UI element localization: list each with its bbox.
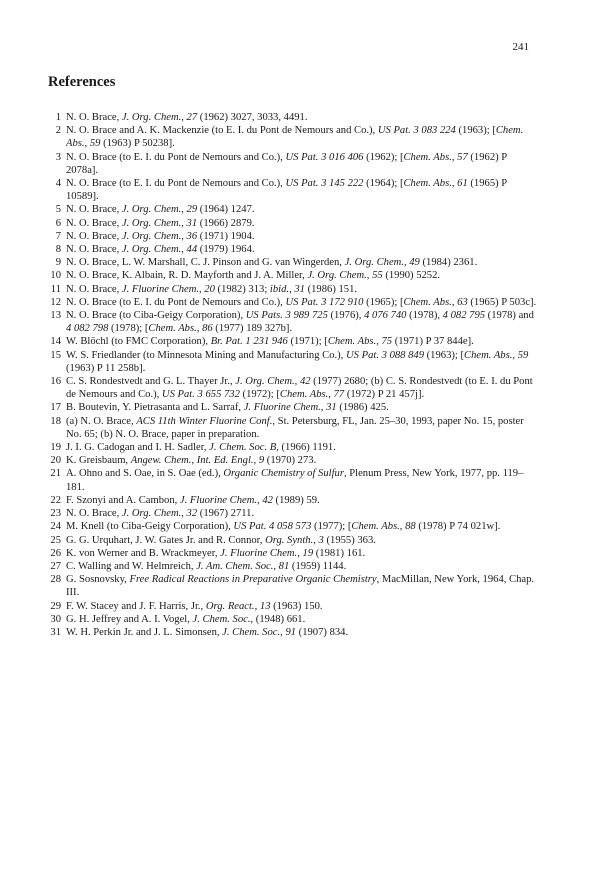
reference-number: 3	[55, 151, 61, 163]
reference-text: N. O. Brace and A. K. Mackenzie (to E. I. du Pont de Nemours and Co.), US Pat. 3 083 224 (1963); [Chem. Abs., 59 (1963) P 50238].	[66, 125, 524, 150]
reference-number: 19	[50, 442, 61, 454]
reference-item	[48, 441, 538, 454]
reference-text: N. O. Brace, J. Org. Chem., 27 (1962) 3027, 3033, 4491.	[66, 112, 308, 123]
reference-list	[48, 111, 538, 639]
reference-number: 14	[50, 336, 61, 348]
reference-number: 25	[50, 534, 61, 546]
reference-text: C. S. Rondestvedt and G. L. Thayer Jr., J. Org. Chem., 42 (1977) 2680; (b) C. S. Rondestvedt (to E. I. du Pont de Nemours and Co.), US Pat. 3 655 732 (1972); [Chem. Abs., 77 (1972) P 21 457j].	[66, 376, 533, 401]
reference-item	[48, 573, 538, 599]
reference-text: C. Walling and W. Helmreich, J. Am. Chem. Soc., 81 (1959) 1144.	[66, 560, 347, 572]
reference-text: M. Knell (to Ciba-Geigy Corporation), US Pat. 4 058 573 (1977); [Chem. Abs., 88 (1978) P 74 021w].	[66, 521, 501, 533]
reference-text: N. O. Brace, J. Org. Chem., 31 (1966) 2879.	[66, 217, 255, 229]
reference-item	[48, 415, 538, 441]
reference-text: A. Ohno and S. Oae, in S. Oae (ed.), Organic Chemistry of Sulfur, Plenum Press, New York, 1977, pp. 119–181.	[66, 468, 524, 493]
reference-number: 20	[50, 455, 61, 467]
reference-text: F. W. Stacey and J. F. Harris, Jr., Org. React., 13 (1963) 150.	[66, 600, 323, 612]
reference-item	[48, 269, 538, 282]
reference-item	[48, 309, 538, 335]
reference-text: N. O. Brace, J. Fluorine Chem., 20 (1982) 313; ibid., 31 (1986) 151.	[66, 283, 358, 295]
reference-item	[48, 335, 538, 348]
reference-text: N. O. Brace, J. Org. Chem., 36 (1971) 1904.	[66, 230, 255, 242]
reference-item	[48, 507, 538, 520]
reference-item	[48, 111, 538, 124]
page-number: 241	[512, 41, 529, 53]
reference-item	[48, 217, 538, 230]
reference-number: 1	[55, 112, 61, 123]
reference-item	[48, 534, 538, 547]
reference-item	[48, 177, 538, 203]
reference-text: G. Sosnovsky, Free Radical Reactions in Preparative Organic Chemistry, MacMillan, New York, 1964, Chap. III.	[66, 574, 535, 599]
reference-item	[48, 151, 538, 177]
reference-number: 11	[50, 283, 61, 295]
reference-number: 29	[50, 600, 61, 612]
reference-number: 8	[55, 244, 61, 256]
reference-item	[48, 520, 538, 533]
reference-number: 21	[50, 468, 61, 480]
reference-item	[48, 626, 538, 639]
reference-number: 24	[50, 521, 61, 533]
reference-text: W. Blöchl (to FMC Corporation), Br. Pat. 1 231 946 (1971); [Chem. Abs., 75 (1971) P 37 844e].	[66, 336, 474, 348]
reference-number: 7	[55, 230, 61, 242]
reference-number: 6	[55, 217, 61, 229]
reference-item	[48, 613, 538, 626]
reference-text: N. O. Brace, J. Org. Chem., 29 (1964) 1247.	[66, 204, 255, 216]
reference-text: K. Greisbaum, Angew. Chem., Int. Ed. Engl., 9 (1970) 273.	[66, 455, 317, 467]
reference-number: 12	[50, 296, 61, 308]
reference-text: N. O. Brace, J. Org. Chem., 32 (1967) 2711.	[66, 508, 255, 520]
reference-number: 31	[50, 626, 61, 638]
reference-number: 28	[50, 574, 61, 586]
reference-text: N. O. Brace, J. Org. Chem., 44 (1979) 1964.	[66, 244, 255, 256]
reference-text: G. H. Jeffrey and A. I. Vogel, J. Chem. Soc., (1948) 661.	[66, 613, 306, 625]
reference-item	[48, 454, 538, 467]
reference-item	[48, 283, 538, 296]
reference-text: K. von Werner and B. Wrackmeyer, J. Fluorine Chem., 19 (1981) 161.	[66, 547, 366, 559]
section-heading: References	[48, 74, 116, 90]
reference-number: 9	[55, 257, 61, 269]
reference-text: N. O. Brace (to E. I. du Pont de Nemours and Co.), US Pat. 3 172 910 (1965); [Chem. Abs., 63 (1965) P 503c].	[66, 296, 537, 308]
reference-item	[48, 494, 538, 507]
reference-text: N. O. Brace (to Ciba-Geigy Corporation), US Pats. 3 989 725 (1976), 4 076 740 (1978), 4 082 795 (1978) and 4 082 798 (1978); [Chem. Abs., 86 (1977) 189 327b].	[66, 310, 534, 335]
reference-number: 10	[50, 270, 61, 282]
reference-text: F. Szonyi and A. Cambon, J. Fluorine Chem., 42 (1989) 59.	[66, 494, 320, 506]
reference-number: 26	[50, 547, 61, 559]
reference-text: N. O. Brace (to E. I. du Pont de Nemours and Co.), US Pat. 3 145 222 (1964); [Chem. Abs., 61 (1965) P 10589].	[66, 178, 507, 203]
reference-item	[48, 560, 538, 573]
reference-number: 17	[50, 402, 61, 414]
reference-number: 15	[50, 349, 61, 361]
reference-text: B. Boutevin, Y. Pietrasanta and L. Sarraf, J. Fluorine Chem., 31 (1986) 425.	[66, 402, 389, 414]
reference-text: J. I. G. Cadogan and I. H. Sadler, J. Chem. Soc. B, (1966) 1191.	[66, 442, 336, 454]
reference-text: G. G. Urquhart, J. W. Gates Jr. and R. Connor, Org. Synth., 3 (1955) 363.	[66, 534, 376, 546]
reference-text: N. O. Brace, L. W. Marshall, C. J. Pinson and G. van Wingerden, J. Org. Chem., 49 (1984) 2361.	[66, 257, 478, 269]
reference-text: N. O. Brace, K. Albain, R. D. Mayforth and J. A. Miller, J. Org. Chem., 55 (1990) 5252.	[66, 270, 441, 282]
reference-number: 16	[50, 376, 61, 388]
reference-item	[48, 600, 538, 613]
reference-number: 13	[50, 310, 61, 322]
reference-number: 4	[55, 178, 61, 190]
reference-item	[48, 349, 538, 375]
reference-item	[48, 230, 538, 243]
reference-item	[48, 256, 538, 269]
reference-item	[48, 401, 538, 414]
reference-number: 27	[50, 560, 61, 572]
reference-item	[48, 203, 538, 216]
reference-item	[48, 243, 538, 256]
reference-text: N. O. Brace (to E. I. du Pont de Nemours and Co.), US Pat. 3 016 406 (1962); [Chem. Abs., 57 (1962) P 2078a].	[66, 151, 507, 176]
reference-text: W. H. Perkin Jr. and J. L. Simonsen, J. Chem. Soc., 91 (1907) 834.	[66, 626, 349, 638]
reference-number: 22	[50, 494, 61, 506]
reference-number: 5	[55, 204, 61, 216]
reference-item	[48, 296, 538, 309]
reference-item	[48, 547, 538, 560]
reference-text: W. S. Friedlander (to Minnesota Mining and Manufacturing Co.), US Pat. 3 088 849 (1963); [Chem. Abs., 59 (1963) P 11 258b].	[66, 349, 529, 374]
reference-number: 23	[50, 508, 61, 520]
reference-item	[48, 124, 538, 150]
reference-number: 30	[50, 613, 61, 625]
reference-text: (a) N. O. Brace, ACS 11th Winter Fluorine Conf., St. Petersburg, FL, Jan. 25–30, 1993, paper No. 15, poster No. 65; (b) N. O. Brace, paper in preparation.	[66, 415, 524, 440]
reference-number: 18	[50, 415, 61, 427]
reference-item	[48, 375, 538, 401]
reference-item	[48, 467, 538, 493]
reference-number: 2	[55, 125, 61, 137]
